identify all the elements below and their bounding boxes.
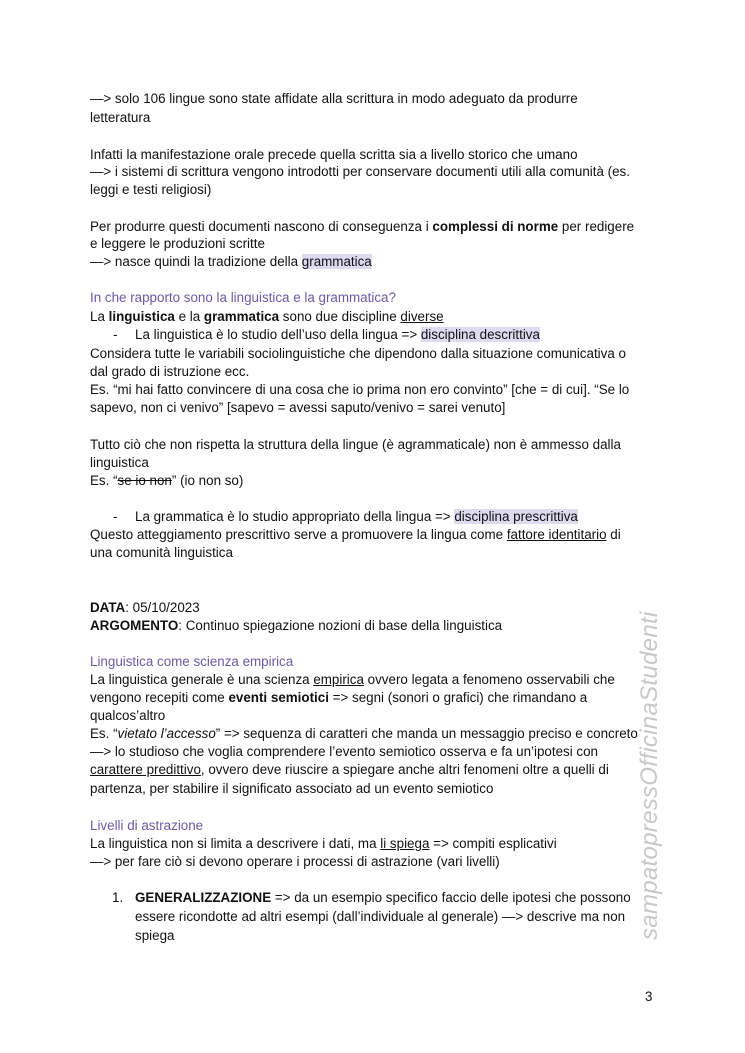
- underlined-text: empirica: [313, 672, 364, 687]
- text-line: [135, 908, 625, 926]
- text-line: [90, 454, 149, 472]
- text-segment: ovvero legata a fenomeno osservabili che: [363, 672, 615, 687]
- section-heading: [90, 289, 396, 307]
- underlined-text: li spiega: [380, 836, 430, 851]
- strikethrough-text: se io non: [117, 473, 172, 488]
- text-segment: ” => sequenza di caratteri che manda un messaggio preciso e concreto: [215, 726, 638, 741]
- text-segment: ” (io non so): [171, 473, 244, 488]
- watermark: sampatopressOfficinaStudenti: [636, 611, 663, 940]
- text-segment: La linguistica è lo studio dell’uso della lingua =>: [135, 327, 421, 342]
- underlined-text: carattere predittivo: [90, 762, 201, 777]
- text-segment: una comunità linguistica: [90, 545, 233, 560]
- text-line: [90, 780, 493, 798]
- text-line: [90, 599, 200, 617]
- text-line: [90, 689, 587, 707]
- text-line: [90, 345, 626, 363]
- text-segment: Tutto ciò che non rispetta la struttura della lingue (è agrammaticale) non è ammesso dalla: [90, 437, 621, 452]
- text-segment: Considera tutte le variabili sociolinguistiche che dipendono dalla situazione comunicativa o: [90, 346, 626, 361]
- text-line: [90, 671, 615, 689]
- text-line: [90, 472, 243, 490]
- text-segment: di: [606, 527, 621, 542]
- text-segment: —> per fare ciò si devono operare i processi di astrazione (vari livelli): [90, 854, 500, 869]
- text-segment: dal grado di istruzione ecc.: [90, 364, 250, 379]
- text-line: [90, 381, 629, 399]
- text-line: [90, 146, 578, 164]
- text-segment: qualcos’altro: [90, 708, 166, 723]
- text-segment: => compiti esplicativi: [429, 836, 557, 851]
- text-segment: —> lo studioso che voglia comprendere l’evento semiotico osserva e fa un’ipotesi con: [90, 744, 599, 759]
- text-segment: —> solo 106 lingue sono state affidate alla scrittura in modo adeguato da produrre: [90, 91, 578, 106]
- text-line: [90, 253, 372, 271]
- text-line: [90, 853, 500, 871]
- text-segment: partenza, per stabilire il significato associato ad un evento semiotico: [90, 781, 494, 796]
- text-segment: Es. “: [90, 726, 118, 741]
- bold-text: complessi di norme: [432, 219, 559, 234]
- highlighted-text: grammatica: [301, 254, 372, 269]
- section-heading: [90, 817, 203, 835]
- text-line: [90, 218, 634, 236]
- text-line: [90, 761, 609, 779]
- highlighted-text: disciplina descrittiva: [420, 327, 540, 342]
- text-segment: In che rapporto sono la linguistica e la grammatica?: [90, 290, 396, 305]
- text-line: [90, 743, 598, 761]
- text-segment: spiega: [135, 928, 175, 943]
- text-segment: linguistica: [90, 455, 149, 470]
- text-segment: La: [90, 309, 109, 324]
- text-line: [90, 308, 444, 326]
- text-line: [90, 617, 502, 635]
- text-segment: , ovvero deve riuscire a spiegare anche altri fenomeni oltre a quelli di: [200, 762, 609, 777]
- text-segment: e la: [174, 309, 204, 324]
- text-line: [90, 835, 557, 853]
- text-segment: sono due discipline: [279, 309, 401, 324]
- text-line: [90, 363, 249, 381]
- list-item: [113, 326, 540, 344]
- list-marker: 1.: [112, 890, 124, 905]
- text-segment: => da un esempio specifico faccio delle ipotesi che possono: [271, 890, 631, 905]
- text-segment: leggi e testi religiosi): [90, 182, 212, 197]
- page-number: 3: [645, 989, 653, 1004]
- bold-text: GENERALIZZAZIONE: [135, 890, 272, 905]
- text-segment: Livelli di astrazione: [90, 818, 204, 833]
- text-line: [90, 399, 505, 417]
- text-line: [90, 90, 578, 108]
- italic-text: vietato l’accesso: [117, 726, 216, 741]
- text-segment: : 05/10/2023: [125, 600, 200, 615]
- underlined-text: diverse: [400, 309, 444, 324]
- text-segment: —> i sistemi di scrittura vengono introdotti per conservare documenti utili alla comunità (es.: [90, 164, 630, 179]
- bold-text: grammatica: [203, 309, 280, 324]
- text-segment: Linguistica come scienza empirica: [90, 654, 294, 669]
- underlined-text: fattore identitario: [506, 527, 607, 542]
- text-segment: Es. “mi hai fatto convincere di una cosa che io prima non ero convinto” [che = di cui]. “Se lo: [90, 382, 630, 397]
- list-item: [112, 889, 631, 907]
- bold-text: ARGOMENTO: [90, 618, 179, 633]
- text-segment: La linguistica generale è una scienza: [90, 672, 314, 687]
- text-segment: => segni (sonori o grafici) che rimandano a: [328, 690, 588, 705]
- text-line: [90, 526, 621, 544]
- text-segment: Infatti la manifestazione orale precede quella scritta sia a livello storico che umano: [90, 147, 578, 162]
- text-segment: sapevo, non ci venivo” [sapevo = avessi saputo/venivo = sarei venuto]: [90, 400, 506, 415]
- text-line: [90, 181, 211, 199]
- text-line: [90, 544, 233, 562]
- text-line: [90, 707, 165, 725]
- highlighted-text: disciplina prescrittiva: [454, 509, 578, 524]
- text-segment: La grammatica è lo studio appropriato della lingua =>: [135, 509, 455, 524]
- text-segment: per redigere: [558, 219, 635, 234]
- text-line: [90, 163, 630, 181]
- bold-text: eventi semiotici: [228, 690, 329, 705]
- text-segment: Per produrre questi documenti nascono di conseguenza i: [90, 219, 433, 234]
- bold-text: linguistica: [108, 309, 175, 324]
- section-heading: [90, 653, 293, 671]
- text-segment: Questo atteggiamento prescrittivo serve a promuovere la lingua come: [90, 527, 507, 542]
- list-marker: -: [113, 327, 118, 342]
- text-segment: : Continuo spiegazione nozioni di base della linguistica: [178, 618, 503, 633]
- text-line: [135, 927, 174, 945]
- text-line: [90, 725, 638, 743]
- bold-text: DATA: [90, 600, 126, 615]
- text-line: [90, 436, 621, 454]
- text-segment: letteratura: [90, 110, 151, 125]
- text-segment: —> nasce quindi la tradizione della: [90, 254, 302, 269]
- text-line: [90, 109, 150, 127]
- text-segment: e leggere le produzioni scritte: [90, 236, 265, 251]
- text-segment: essere ricondotte ad altri esempi (dall’individuale al generale) —> descrive ma non: [135, 909, 626, 924]
- text-line: [90, 235, 265, 253]
- text-segment: vengono recepiti come: [90, 690, 229, 705]
- text-segment: La linguistica non si limita a descrivere i dati, ma: [90, 836, 381, 851]
- list-marker: -: [113, 509, 118, 524]
- list-item: [113, 508, 578, 526]
- text-segment: Es. “: [90, 473, 118, 488]
